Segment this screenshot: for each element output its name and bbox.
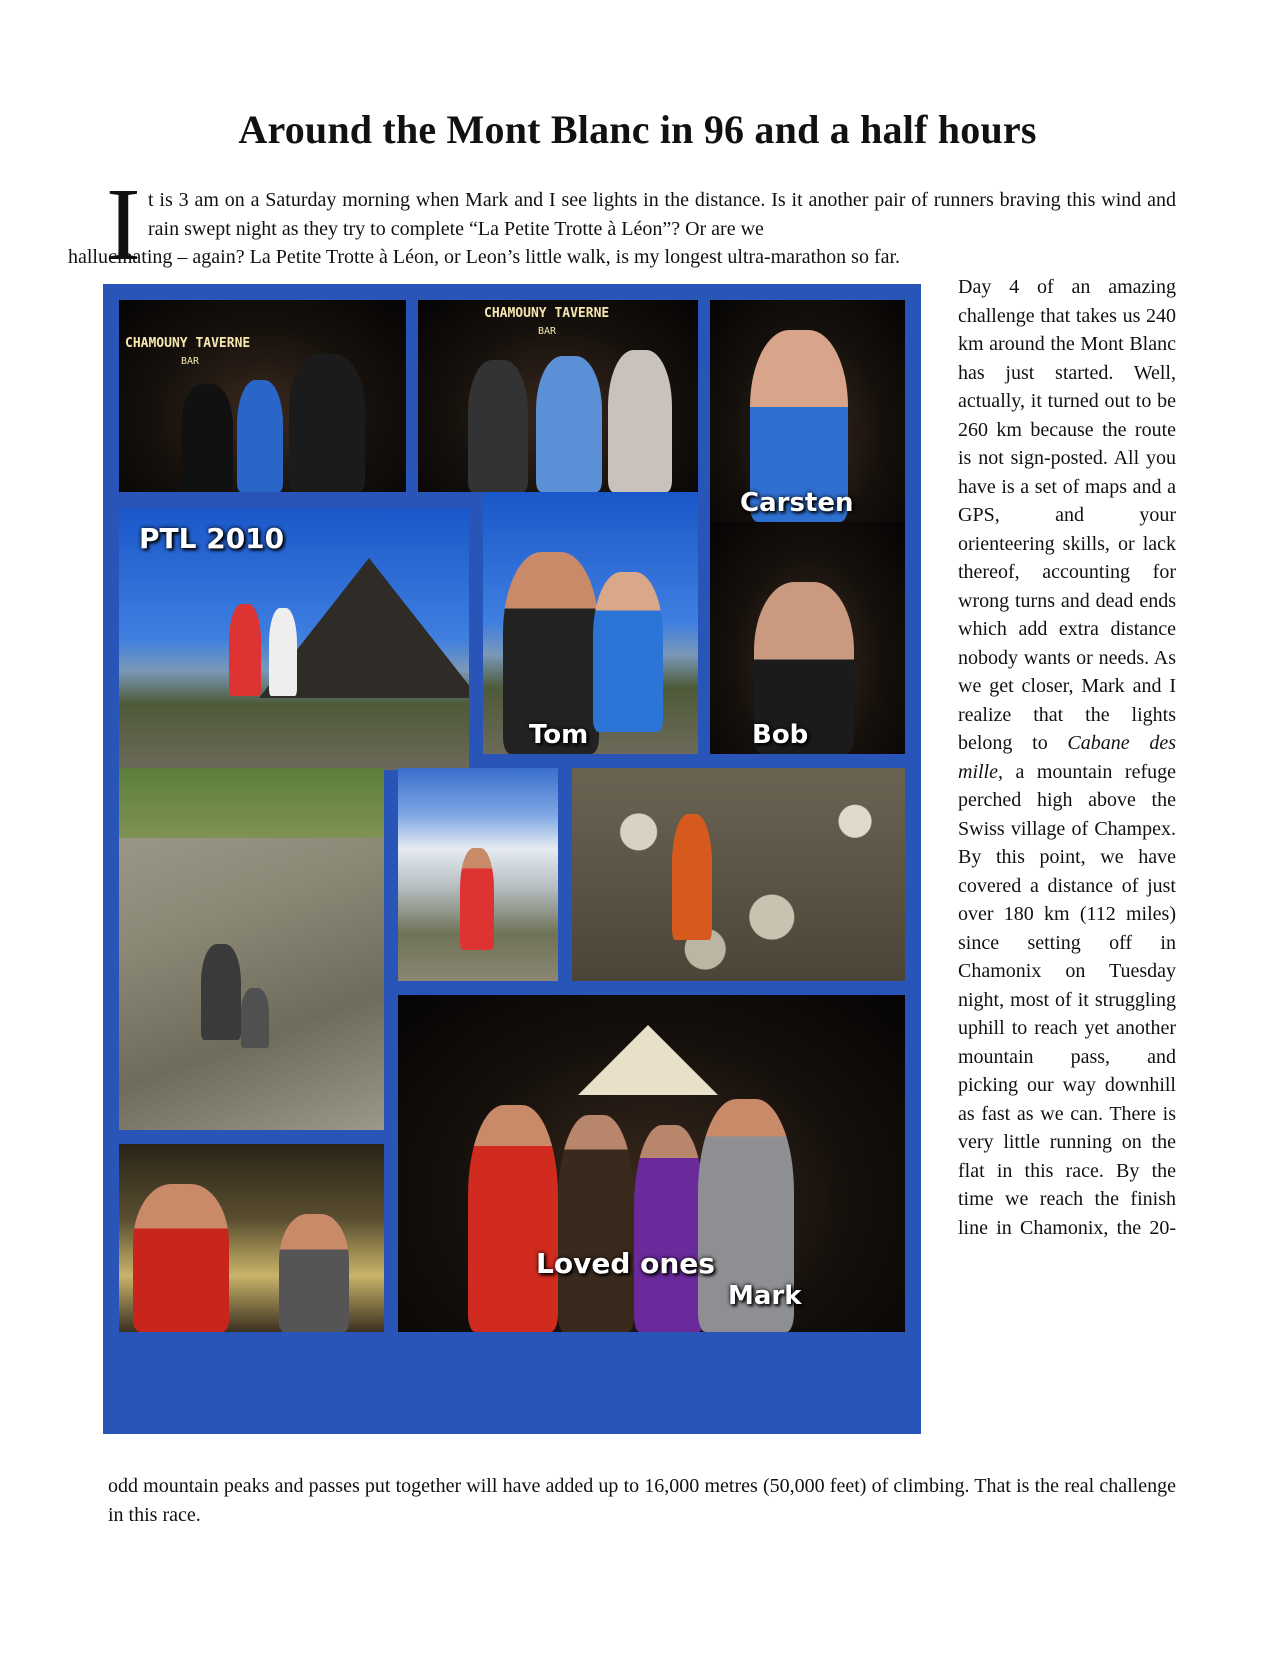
- side-italic-place: Cabane des mille: [958, 732, 1176, 783]
- side-text-2: , a mountain refuge perched high above the Swiss village of Champex. By this point, we have covered a distance of just over 180 km (112 miles) since setting off in Chamonix on Tuesday night, most of it struggling uphill to reach yet another mountain pass, and picking our way downhill as fast as we can. There is very little running on the flat in this race. By the time we reach the finish line in Chamonix, the 20-: [958, 760, 1176, 1239]
- taverne-sign: CHAMOUNY TAVERNE: [484, 306, 610, 321]
- person-figure: [634, 1125, 704, 1332]
- runner-figure: [229, 604, 261, 696]
- photo-tom: [483, 492, 698, 754]
- runner-figure: [237, 380, 283, 492]
- backpack-figure: [468, 360, 528, 492]
- photo-carsten: [710, 300, 905, 522]
- bar-sign: BAR: [181, 356, 200, 367]
- tent-roof: [578, 1025, 718, 1095]
- intro-text: t is 3 am on a Saturday morning when Mark and I see lights in the distance. Is it another pair of runners braving this wind and rain swept night as they try to complete “La Petite Trotte à Léon”? Or are we: [148, 189, 1176, 240]
- backpack-figure: [608, 350, 672, 492]
- caption-tom: Tom: [529, 720, 589, 750]
- runner-figure: [269, 608, 297, 696]
- photo-glacier: [398, 768, 558, 981]
- runner-figure: [672, 814, 712, 940]
- caption-loved-ones: Loved ones: [536, 1247, 715, 1280]
- side-column-text: [958, 273, 1176, 1242]
- runner-figure: [181, 384, 233, 492]
- intro-last-line: hallucinating – again? La Petite Trotte à Léon, or Leon’s little walk, is my longest ultra-marathon so far.: [68, 246, 901, 268]
- drop-cap: I: [106, 167, 141, 282]
- bar-sign: BAR: [538, 326, 557, 337]
- climber-figure: [201, 944, 241, 1040]
- photo-ptl-summit: [119, 508, 469, 770]
- photo-backpacks: [418, 300, 698, 492]
- outro-paragraph: odd mountain peaks and passes put together will have added up to 16,000 metres (50,000 feet) of climbing. That is the real challenge in this race.: [108, 1475, 1176, 1526]
- photo-loved-ones: [398, 995, 905, 1332]
- caption-mark: Mark: [728, 1281, 802, 1311]
- caption-carsten: Carsten: [740, 488, 854, 518]
- taverne-sign: CHAMOUNY TAVERNE: [125, 336, 251, 351]
- photo-taverne-group: [119, 300, 406, 492]
- climber-figure: [241, 988, 269, 1048]
- article-title: Around the Mont Blanc in 96 and a half hours: [238, 107, 1037, 152]
- person-figure: [558, 1115, 634, 1332]
- runner-figure: [133, 1184, 229, 1332]
- person-figure: [468, 1105, 558, 1332]
- green-valley: [119, 768, 384, 838]
- caption-ptl-2010: PTL 2010: [139, 522, 285, 555]
- runner-figure: [460, 848, 494, 950]
- intro-paragraph: [68, 186, 1176, 272]
- photo-bob: [710, 522, 905, 754]
- runner-figure: [593, 572, 663, 732]
- photo-boulder-field: [572, 768, 905, 981]
- runner-figure: [279, 1214, 349, 1332]
- backpack-figure: [536, 356, 602, 492]
- photo-aid-station: [119, 1144, 384, 1332]
- photo-steep-climb: [119, 768, 384, 1130]
- caption-bob: Bob: [752, 720, 809, 750]
- side-text-1: Day 4 of an amazing challenge that takes us 240 km around the Mont Blanc has just started. Well, actually, it turned out to be 260 km because the route is not sign-posted. All you have is a set of maps and a GPS, and your orienteering skills, or lack thereof, accounting for wrong turns and dead ends which add extra distance nobody wants or needs. As we get closer, Mark and I realize that the lights belong to: [958, 276, 1176, 754]
- photo-collage: [103, 284, 921, 1434]
- runner-figure: [289, 354, 365, 492]
